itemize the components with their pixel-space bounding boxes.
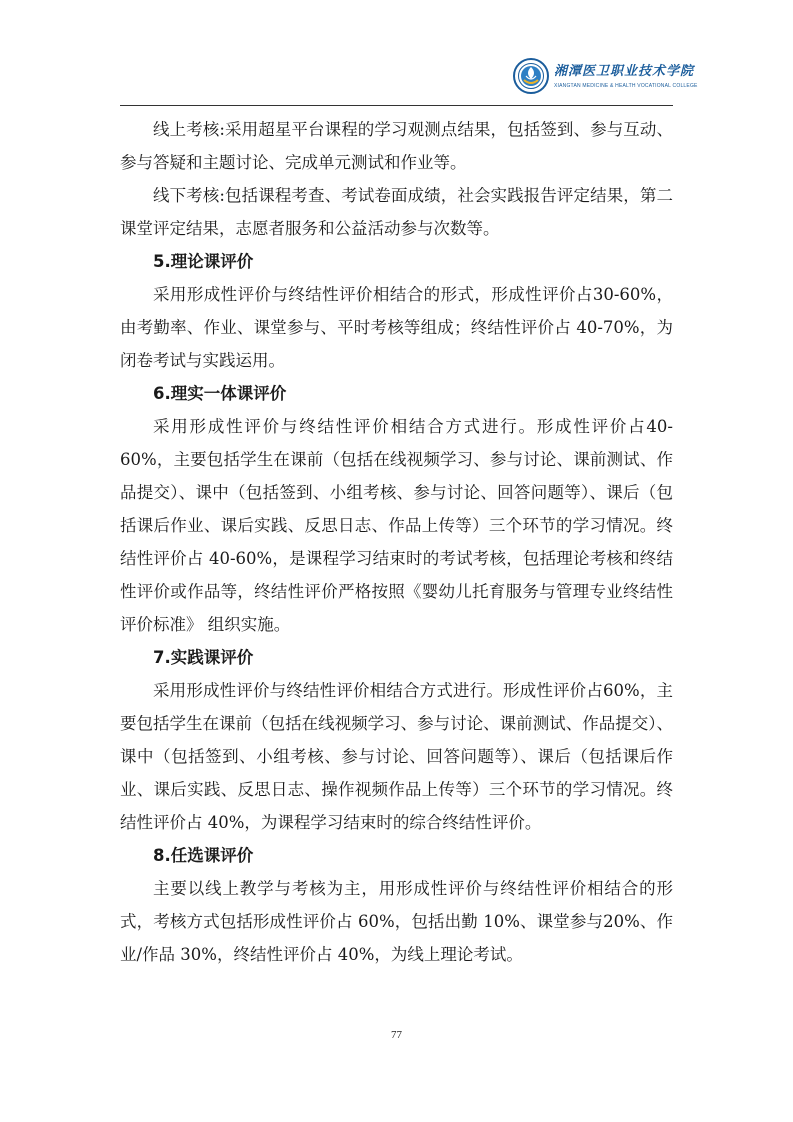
section-6-paragraph: 采用形成性评价与终结性评价相结合方式进行。形成性评价占40-60%，主要包括学生在课前（包括在线视频学习、参与讨论、课前测试、作品提交）、课中（包括签到、小组考核、参与讨论、回答问题等）、课后（包括课后作业、课后实践、反思日志、作品上传等）三个环节的学习情况。终结性评价占 40-60%，是课程学习结束时的考试考核，包括理论考核和终结性评价或作品等，终结性评价严格按照《婴幼儿托育服务与管理专业终结性评价标准》 组织实施。	[120, 417, 673, 634]
section-5-heading: 5.理论课评价	[153, 252, 254, 271]
college-emblem-icon	[513, 58, 549, 94]
page-number: 77	[391, 1029, 402, 1041]
section-8-heading: 8.任选课评价	[153, 846, 254, 865]
header-divider	[120, 105, 673, 106]
page-header	[120, 52, 698, 104]
section-6-heading: 6.理实一体课评价	[153, 384, 287, 403]
section-7-heading: 7.实践课评价	[153, 648, 254, 667]
school-name-cn: 湘潭医卫职业技术学院	[554, 64, 695, 79]
offline-assessment-paragraph: 线下考核:包括课程考查、考试卷面成绩，社会实践报告评定结果，第二课堂评定结果，志愿者服务和公益活动参与次数等。	[120, 186, 673, 238]
section-8-paragraph: 主要以线上教学与考核为主，用形成性评价与终结性评价相结合的形式，考核方式包括形成性评价占 60%，包括出勤 10%、课堂参与20%、作业/作品 30%，终结性评价占 40%，为线上理论考试。	[120, 879, 673, 964]
section-7-paragraph: 采用形成性评价与终结性评价相结合方式进行。形成性评价占60%，主要包括学生在课前（包括在线视频学习、参与讨论、课前测试、作品提交）、课中（包括签到、小组考核、参与讨论、回答问题等）、课后（包括课后作业、课后实践、反思日志、操作视频作品上传等）三个环节的学习情况。终结性评价占 40%，为课程学习结束时的综合终结性评价。	[120, 681, 673, 832]
document-body	[120, 113, 673, 971]
school-name	[554, 60, 714, 89]
online-assessment-paragraph: 线上考核:采用超星平台课程的学习观测点结果，包括签到、参与互动、参与答疑和主题讨论、完成单元测试和作业等。	[120, 120, 673, 172]
section-5-paragraph: 采用形成性评价与终结性评价相结合的形式，形成性评价占30-60%，由考勤率、作业、课堂参与、平时考核等组成；终结性评价占 40-70%，为闭卷考试与实践运用。	[120, 285, 673, 370]
school-name-en: XIANGTAN MEDICINE & HEALTH VOCATIONAL COLLEGE	[554, 83, 698, 89]
